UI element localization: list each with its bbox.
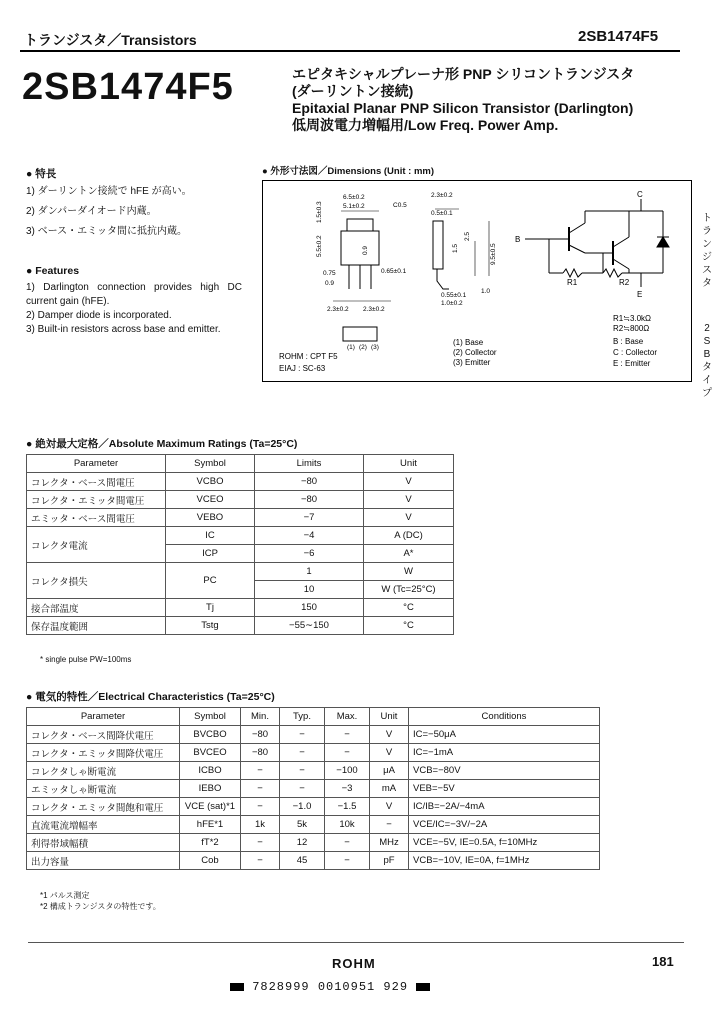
header-part-number: 2SB1474F5 <box>578 28 659 45</box>
barcode-mark-right <box>416 983 430 991</box>
dim-label: 0.5±0.1 <box>431 210 453 217</box>
column-header: Parameter <box>27 708 180 726</box>
pin-legend: (3) Emitter <box>453 358 491 367</box>
side-tab-bottom-label: 2 S B タ イ プ <box>702 323 712 399</box>
list-item: 2) Damper diode is incorporated. <box>26 310 172 321</box>
table-row: 出力容量 Cob − 45 − pF VCB=−10V, IE=0A, f=1MHz <box>27 852 600 870</box>
dim-label: 0.65±0.1 <box>381 268 407 275</box>
table-row: コレクタ・エミッタ間電圧 VCEO −80 V <box>27 491 454 509</box>
barcode-text: 7828999 0010951 929 <box>252 980 409 994</box>
side-tab-bottom <box>700 322 714 400</box>
package-tab <box>347 219 373 231</box>
package-side <box>433 221 443 269</box>
title-jp-line1: エピタキシャルプレーナ形 PNP シリコントランジスタ <box>292 66 635 82</box>
dim-label: 5.1±0.2 <box>343 203 365 210</box>
column-header: Parameter <box>27 455 166 473</box>
title-app-line: 低周波電力増幅用/Low Freq. Power Amp. <box>292 117 559 133</box>
column-header: Unit <box>370 708 409 726</box>
pin-view <box>343 327 377 341</box>
column-header: Symbol <box>180 708 241 726</box>
circuit-label-r2: R2 <box>619 278 630 287</box>
barcode-line <box>230 980 430 994</box>
circuit-label-e: E <box>637 290 643 299</box>
dim-label: 0.9 <box>325 280 335 287</box>
table-row: ICP −6 A* <box>27 545 454 563</box>
column-header: Conditions <box>409 708 600 726</box>
circuit-legend: R1≒3.0kΩ <box>613 314 652 323</box>
table-row: 接合部温度 Tj 150 °C <box>27 599 454 617</box>
features-jp-heading: 特長 <box>35 168 57 180</box>
footer-rule <box>28 942 684 943</box>
rohm-logo: ROHM <box>332 956 376 971</box>
pin-number: (2) <box>359 344 367 351</box>
list-item: 3) ベース・エミッタ間に抵抗内蔵。 <box>26 226 187 237</box>
table-row: コレクタしゃ断電流 ICBO − − −100 μA VCB=−80V <box>27 762 600 780</box>
abs-max-table <box>26 454 454 635</box>
dim-label: 1.5±0.3 <box>316 201 323 223</box>
lead-bend <box>437 269 449 289</box>
circuit-label-c: C <box>637 190 643 199</box>
list-item: 1) Darlington connection provides high DC current gain (hFE). <box>26 282 242 307</box>
features-jp: ● 特長 1) ダーリントン接続で hFE が高い。 2) ダンパーダイオード内蔵。 3) ベース・エミッタ間に抵抗内蔵。 <box>26 166 246 239</box>
side-tab-top-label: ト ラ ン ジ ス タ <box>702 213 712 289</box>
title-description <box>292 66 634 134</box>
table-row: コレクタ・エミッタ間飽和電圧 VCE (sat)*1 − −1.0 −1.5 V IC/IB=−2A/−4mA <box>27 798 600 816</box>
header-category: トランジスタ／Transistors <box>24 32 197 48</box>
header-rule <box>20 50 680 52</box>
table-row: 保存温度範囲 Tstg −55∼150 °C <box>27 617 454 635</box>
table-row: 10 W (Tc=25°C) <box>27 581 454 599</box>
resistor-r1 <box>563 269 582 277</box>
column-header: Max. <box>325 708 370 726</box>
column-header: Min. <box>241 708 280 726</box>
resistor-r2 <box>603 269 622 277</box>
circuit-label-b: B <box>515 235 521 244</box>
elec-footnote-2: *2 構成トランジスタの特性です。 <box>40 902 161 911</box>
elec-table <box>26 707 600 870</box>
circuit-label-r1: R1 <box>567 278 578 287</box>
list-item: 1) ダーリントン接続で hFE が高い。 <box>26 186 192 197</box>
dim-label: 1.0 <box>481 288 491 295</box>
column-header: Typ. <box>280 708 325 726</box>
table-row: 直流電流増幅率 hFE*1 1k 5k 10k − VCE/IC=−3V/−2A <box>27 816 600 834</box>
pin-legend: (1) Base <box>453 338 484 347</box>
column-header: Limits <box>255 455 364 473</box>
table-row: エミッタ・ベース間電圧 VEBO −7 V <box>27 509 454 527</box>
circuit-legend: C : Collector <box>613 348 658 357</box>
elec-heading: 電気的特性／Electrical Characteristics (Ta=25°C) <box>35 691 275 703</box>
table-row: コレクタ電流 IC −4 A (DC) <box>27 527 454 545</box>
table-row: コレクタ・エミッタ間降伏電圧 BVCEO −80 − − V IC=−1mA <box>27 744 600 762</box>
page-title: 2SB1474F5 <box>22 66 234 108</box>
page-number: 181 <box>652 954 674 969</box>
title-en-line: Epitaxial Planar PNP Silicon Transistor (Darlington) <box>292 100 634 116</box>
dim-label: 2.3±0.2 <box>431 192 453 199</box>
table-row: コレクタ・ベース間電圧 VCBO −80 V <box>27 473 454 491</box>
column-header: Unit <box>364 455 454 473</box>
dim-label: 9.5±0.5 <box>490 243 497 265</box>
dim-label: 5.5±0.2 <box>316 235 323 257</box>
dim-label: 2.3±0.2 <box>327 306 349 313</box>
title-jp-line2: (ダーリントン接続) <box>292 83 414 99</box>
column-header: Symbol <box>166 455 255 473</box>
dim-label: 0.55±0.1 <box>441 292 467 299</box>
dim-label: 0.9 <box>362 245 369 255</box>
dim-label: 1.0±0.2 <box>441 300 463 307</box>
dim-label: 2.5 <box>464 231 471 241</box>
dim-label: 2.3±0.2 <box>363 306 385 313</box>
pin-legend: (2) Collector <box>453 348 497 357</box>
dim-label: 6.5±0.2 <box>343 194 365 201</box>
abs-max-footnote: * single pulse PW=100ms <box>40 655 132 664</box>
barcode-mark-left <box>230 983 244 991</box>
circuit-legend: R2≒800Ω <box>613 324 650 333</box>
package-outline-drawing <box>263 181 691 381</box>
package-name: ROHM : CPT F5 <box>279 352 338 361</box>
features-en-heading: Features <box>35 265 80 277</box>
circuit-schematic <box>525 199 669 287</box>
table-row: エミッタしゃ断電流 IEBO − − −3 mA VEB=−5V <box>27 780 600 798</box>
dim-label: 0.75 <box>323 270 336 277</box>
side-tab-top <box>700 212 714 290</box>
dim-label: 1.5 <box>452 243 459 253</box>
pin-number: (3) <box>371 344 379 351</box>
table-row: コレクタ・ベース間降伏電圧 BVCBO −80 − − V IC=−50μA <box>27 726 600 744</box>
features-en: ● Features 1) Darlington connection provides high DC current gain (hFE). 2) Damper diode is incorporated. 3) Built-in resistors across base and emitter. <box>26 265 242 335</box>
damper-diode <box>657 237 669 247</box>
list-item: 3) Built-in resistors across base and emitter. <box>26 324 221 335</box>
package-body <box>341 231 379 265</box>
dimensions-box <box>262 180 692 382</box>
circuit-legend: B : Base <box>613 337 644 346</box>
abs-max-heading: 絶対最大定格／Absolute Maximum Ratings (Ta=25°C) <box>35 438 298 450</box>
elec-footnote-1: *1 パルス測定 <box>40 891 90 900</box>
table-row: 利得帯域幅積 fT*2 − 12 − MHz VCE=−5V, IE=0.5A, f=10MHz <box>27 834 600 852</box>
package-eiaj: EIAJ : SC-63 <box>279 364 326 373</box>
list-item: 2) ダンパーダイオード内蔵。 <box>26 206 157 217</box>
circuit-legend: E : Emitter <box>613 359 651 368</box>
pin-number: (1) <box>347 344 355 351</box>
dimensions-heading: 外形寸法図／Dimensions (Unit : mm) <box>270 166 435 177</box>
table-row: コレクタ損失 PC 1 W <box>27 563 454 581</box>
dim-label: C0.5 <box>393 202 407 209</box>
